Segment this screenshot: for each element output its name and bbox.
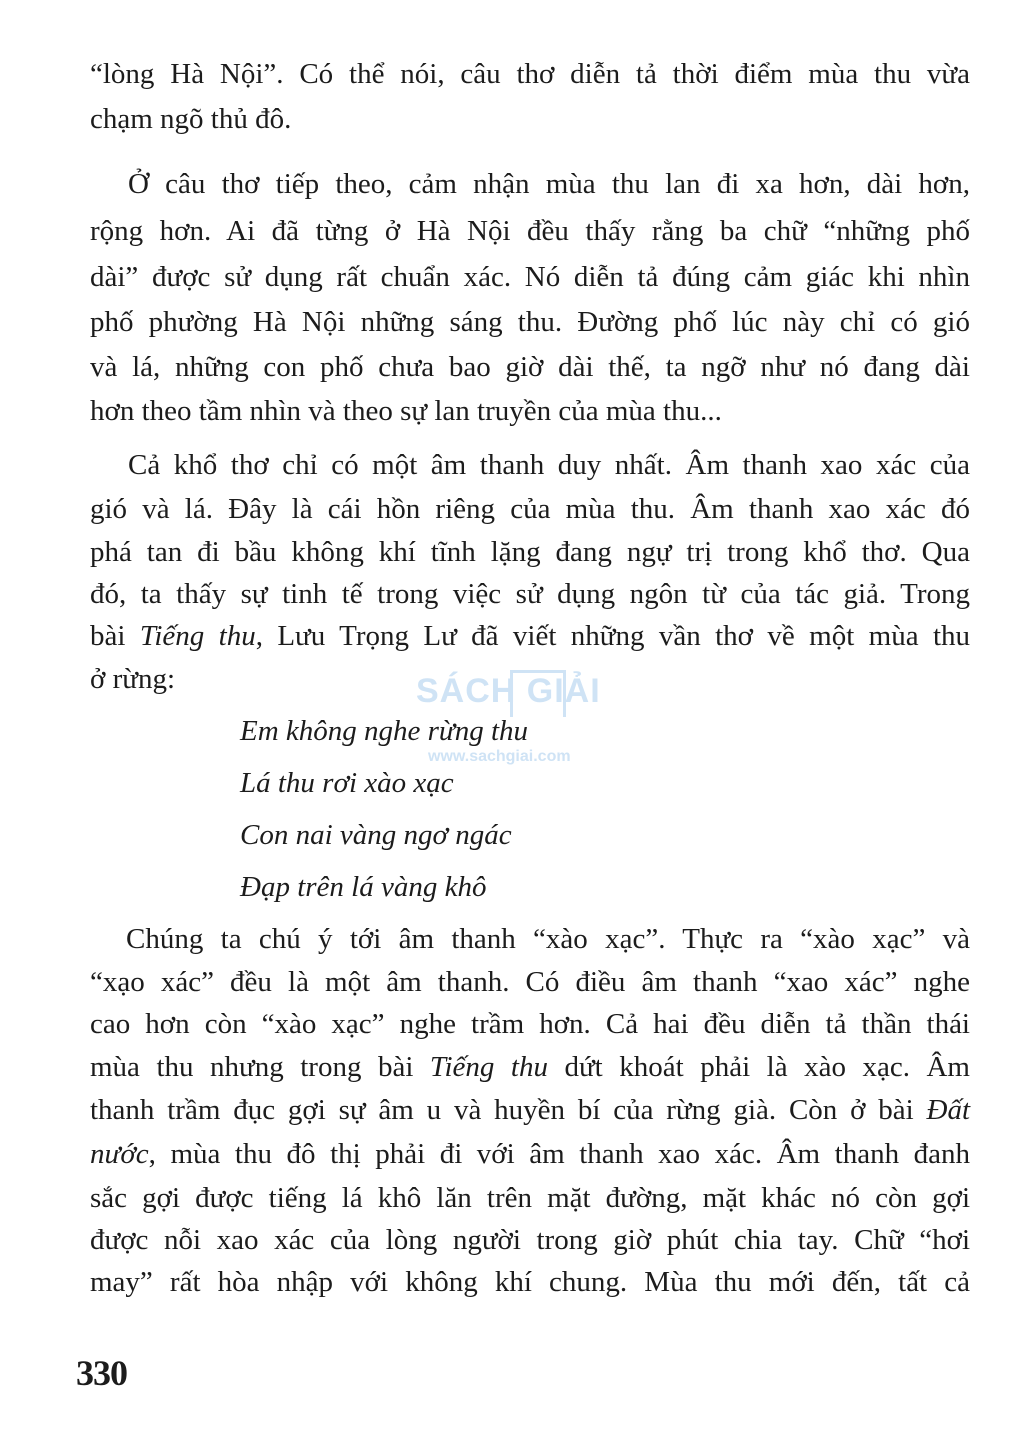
text-line: đó, ta thấy sự tinh tế trong việc sử dụng ngôn từ của tác giả. Trong — [90, 578, 970, 610]
text-line: Chúng ta chú ý tới âm thanh “xào xạc”. Thực ra “xào xạc” và — [126, 923, 970, 955]
text-run: thanh trầm đục gợi sự âm u và huyền bí của rừng già. Còn ở bài — [90, 1094, 927, 1126]
text-line: chạm ngõ thủ đô. — [90, 103, 292, 135]
text-line: cao hơn còn “xào xạc” nghe trầm hơn. Cả hai đều diễn tả thần thái — [90, 1008, 970, 1040]
text-line: Cả khổ thơ chỉ có một âm thanh duy nhất. Âm thanh xao xác của — [128, 449, 970, 481]
text-line: hơn theo tầm nhìn và theo sự lan truyền của mùa thu... — [90, 395, 722, 427]
text-line: Ở câu thơ tiếp theo, cảm nhận mùa thu lan đi xa hơn, dài hơn, — [128, 168, 970, 200]
text-line: “lòng Hà Nội”. Có thể nói, câu thơ diễn tả thời điểm mùa thu vừa — [90, 58, 970, 90]
text-line — [90, 618, 970, 654]
text-line: rộng hơn. Ai đã từng ở Hà Nội đều thấy rằng ba chữ “những phố — [90, 215, 970, 247]
text-run: , Lưu Trọng Lư đã viết những vần thơ về một mùa thu — [255, 620, 970, 652]
text-line: phố phường Hà Nội những sáng thu. Đường phố lúc này chỉ có gió — [90, 306, 970, 338]
text-run: bài — [90, 620, 140, 652]
text-line: may” rất hòa nhập với không khí chung. Mùa thu mới đến, tất cả — [90, 1266, 970, 1298]
text-line: sắc gợi được tiếng lá khô lăn trên mặt đường, mặt khác nó còn gợi — [90, 1182, 970, 1214]
text-line — [90, 1136, 970, 1172]
work-title: Tiếng thu — [139, 620, 256, 652]
text-line: được nỗi xao xác của lòng người trong giờ phút chia tay. Chữ “hơi — [90, 1224, 970, 1256]
poem-line: Đạp trên lá vàng khô — [240, 871, 487, 903]
text-run: , mùa thu đô thị phải đi với âm thanh xao xác. Âm thanh đanh — [148, 1138, 970, 1170]
text-line: “xạo xác” đều là một âm thanh. Có điều âm thanh “xao xác” nghe — [90, 966, 970, 998]
text-run: dứt khoát phải là xào xạc. Âm — [547, 1051, 970, 1083]
text-line — [90, 1092, 970, 1128]
text-run: mùa thu nhưng trong bài — [90, 1051, 430, 1083]
text-line: dài” được sử dụng rất chuẩn xác. Nó diễn tả đúng cảm giác khi nhìn — [90, 261, 970, 293]
page-number: 330 — [76, 1353, 127, 1393]
poem-line: Lá thu rơi xào xạc — [240, 767, 454, 799]
text-line: ở rừng: — [90, 663, 176, 695]
poem-line: Con nai vàng ngơ ngác — [240, 819, 512, 851]
text-line: phá tan đi bầu không khí tĩnh lặng đang ngự trị trong khổ thơ. Qua — [90, 536, 970, 568]
text-line: và lá, những con phố chưa bao giờ dài thế, ta ngỡ như nó đang dài — [90, 351, 970, 383]
watermark-url: www.sachgiai.com — [428, 748, 571, 765]
poem-line: Em không nghe rừng thu — [240, 715, 529, 747]
text-line: gió và lá. Đây là cái hồn riêng của mùa thu. Âm thanh xao xác đó — [90, 493, 970, 525]
work-title: Đất — [926, 1094, 970, 1126]
watermark-logo: SÁCH GIẢI — [416, 672, 601, 710]
work-title: nước — [90, 1138, 149, 1170]
work-title: Tiếng thu — [429, 1051, 548, 1083]
text-line — [90, 1049, 970, 1085]
